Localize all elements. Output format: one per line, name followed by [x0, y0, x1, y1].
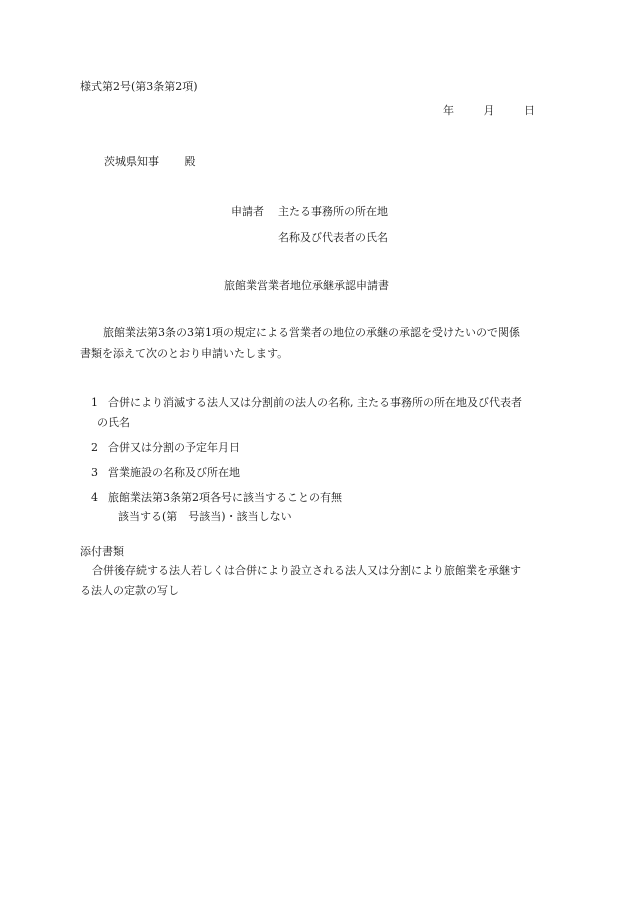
item-3-number: 3	[91, 466, 98, 479]
date-line	[443, 104, 535, 117]
intro-line-1: 旅館業法第3条の3第1項の規定による営業者の地位の承継の承認を受けたいので関係	[103, 326, 520, 339]
document-title: 旅館業営業者地位承継承認申請書	[224, 279, 389, 292]
date-month: 月	[483, 104, 495, 117]
addressee	[104, 155, 196, 168]
addressee-name: 茨城県知事	[104, 155, 159, 168]
attachments-heading: 添付書類	[80, 545, 124, 558]
item-2-line-1: 合併又は分割の予定年月日	[108, 441, 240, 454]
form-label: 様式第2号(第3条第2項)	[80, 80, 198, 93]
item-4-number: 4	[91, 491, 98, 504]
item-4-line-2: 該当する(第 号該当)・該当しない	[118, 510, 292, 523]
applicant-label: 申請者	[231, 205, 264, 218]
addressee-honorific: 殿	[184, 155, 196, 168]
applicant-name-label: 名称及び代表者の氏名	[278, 231, 388, 244]
item-1-line-2: の氏名	[97, 416, 130, 429]
date-day: 日	[524, 104, 535, 117]
intro-line-2: 書類を添えて次のとおり申請いたします。	[80, 347, 289, 360]
item-4-line-1: 旅館業法第3条第2項各号に該当することの有無	[108, 491, 342, 504]
item-1-number: 1	[91, 396, 98, 409]
applicant-address-label: 主たる事務所の所在地	[278, 205, 388, 218]
date-year: 年	[443, 104, 454, 117]
attachments-line-1: 合併後存続する法人若しくは合併により設立される法人又は分割により旅館業を承継す	[92, 564, 521, 577]
item-3-line-1: 営業施設の名称及び所在地	[108, 466, 240, 479]
attachments-line-2: る法人の定款の写し	[80, 584, 179, 597]
item-1-line-1: 合併により消滅する法人又は分割前の法人の名称, 主たる事務所の所在地及び代表者	[108, 396, 522, 409]
item-2-number: 2	[91, 441, 98, 454]
